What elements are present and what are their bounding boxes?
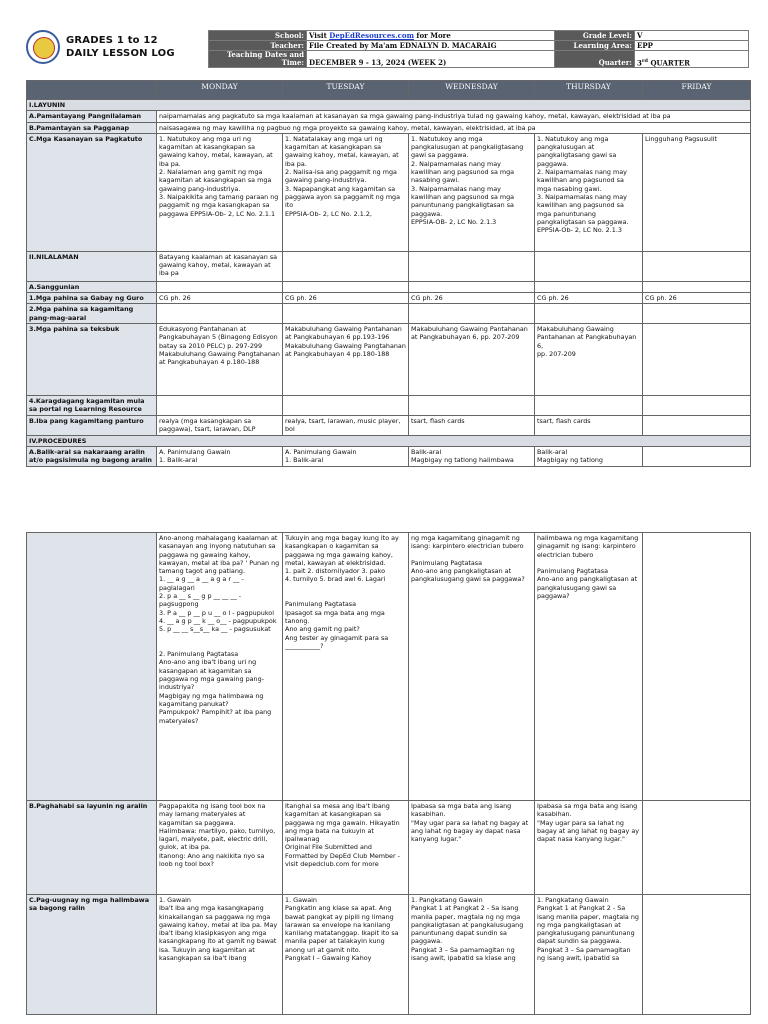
row-label-gabay-guro: 1.Mga pahina sa Gabay ng Guro — [27, 293, 157, 304]
balik-aral-cont-friday — [643, 533, 751, 801]
log-title — [66, 34, 175, 60]
gabay-friday: CG ph. 26 — [643, 293, 751, 304]
deped-seal-icon — [26, 30, 60, 64]
dates-label: Teaching Dates and Time: — [209, 51, 307, 68]
row-label-karagdagang-kagamitan: 4.Karagdagang kagamitan mula sa portal ng Learning Resource — [27, 396, 157, 416]
page-1 — [0, 0, 768, 470]
row-label-nilalaman: II.NILALAMAN — [27, 251, 157, 281]
gabay-wednesday: CG ph. 26 — [409, 293, 535, 304]
section-procedures: IV.PROCEDURES — [27, 435, 751, 446]
kagamitan-tuesday: realya, tsart, larawan, music player, bol — [283, 415, 409, 435]
gabay-thursday: CG ph. 26 — [535, 293, 643, 304]
balik-aral-friday — [643, 446, 751, 466]
kagamitan-monday: realya (mga kasangkapan sa paggawa), tsart, larawan, DLP — [157, 415, 283, 435]
kasanayan-monday: 1. Natutukoy ang mga uri ng kagamitan at kasangkapan sa gawaing kahoy, metal, kawayan, at iba pa. 2. Nalalaman ang gamit ng mga kagamitan at kasangkapan sa mga gawaing pang-industriya. 3. Naipakikita ang tamang paraan ng paggamit ng mga kasangkapan sa paggawa EPP5IA-Ob- 2, LC No. 2.1.1 — [157, 133, 283, 251]
kasanayan-friday: Lingguhang Pagsusulit — [643, 133, 751, 251]
day-friday: FRIDAY — [643, 81, 751, 100]
school-link[interactable]: DepEdResources.com — [329, 31, 414, 40]
balik-aral-wednesday: Balik-aral Magbigay ng tatlong halimbawa — [409, 446, 535, 466]
area-label: Learning Area: — [555, 41, 635, 51]
quarter-value: 3rd QUARTER — [635, 51, 749, 68]
dates-value: DECEMBER 9 - 13, 2024 (WEEK 2) — [307, 51, 555, 68]
paghahabi-wednesday: Ipabasa sa mga bata ang isang kasabihan. "May ugar para sa lahat ng bagay at ang lahat ng bagay ay dapat nasa kanyang lugar." — [409, 801, 535, 895]
row-label-iba-pang-kagamitan: B.Iba pang kagamitang panturo — [27, 415, 157, 435]
paghahabi-thursday: Ipabasa sa mga bata ang isang kasabihan. "May ugar para sa lahat ng bagay at ang lahat ng bagay ay dapat nasa kanyang lugar." — [535, 801, 643, 895]
page-2 — [0, 530, 768, 1024]
pag-uugnay-friday — [643, 895, 751, 1015]
teacher-value: File Created by Ma'am EDNALYN D. MACARAIG — [307, 41, 555, 51]
day-monday: MONDAY — [157, 81, 283, 100]
kagamitan-friday — [643, 415, 751, 435]
balik-aral-cont-monday: Ano-anong mahalagang kaalaman at kasanayan ang inyong natutuhan sa paggawa ng gawaing kahoy, kawayan, metal at iba pa? ' Punan ng tamang tagot ang patlang. 1. __ a g __ a __ a g a r __ - paglalagari 2. p a __ s __ g p __ __ __ - pagsugpong 3. P a __ p __ p u __ o l - pagpupukol 4. __ a g p __ k __ o__ - pagpupukpok 5. p __ __ s__s__ ka __ - pagsusukat 2. Panimulang Pagtatasa Ano-ano ang iba't ibang uri ng kasangapan at kagamitan sa paggawa ng mga gawaing pang-industriya? Magbigay ng mga halimbawa ng kagamitang panukat? Pampukpok? Pampihit? at iba pang materyales? — [157, 533, 283, 801]
teksbuk-thursday: Makabuluhang Gawaing Pantahanan at Pangkabuhayan 6, pp. 207-209 — [535, 324, 643, 396]
paghahabi-monday: Pagpapakita ng isang tool box na may lamang materyales at kagamitan sa paggawa. Halimbawa: martilyo, pako, turnilyo, lagari, malyete, pait, electric drill, gulok, at iba pa. Itanong: Ano ang nakikita nyo sa loob ng tool box? — [157, 801, 283, 895]
gabay-monday: CG ph. 26 — [157, 293, 283, 304]
nilalaman-monday: Batayang kaalaman at kasanayan sa gawaing kahoy, metal, kawayan at iba pa — [157, 251, 283, 281]
balik-aral-continued-label — [27, 533, 157, 801]
kagamitan-wednesday: tsart, flash cards — [409, 415, 535, 435]
info-table — [208, 30, 749, 68]
school-value: Visit DepEdResources.com for More — [307, 31, 555, 41]
pag-uugnay-tuesday: 1. Gawain Pangkatin ang klase sa apat. Ang bawat pangkat ay pipili ng limang larawan sa envelope na kanilang kanilang matatanggap. Ikapit ito sa manila paper at talakayin kung anong uri at gamit nito. Pangkat I – Gawaing Kahoy — [283, 895, 409, 1015]
kasanayan-thursday: 1. Natutukoy ang mga pangkalusugan at pangkaligtasang gawi sa paggawa. 2. Naipamamalas nang may kawilihan ang pagsunod sa mga nasabing gawi. 3. Naipamamalas nang may kawilihan ang pagsunod sa mga panuntunang pangkaligtasan sa paggawa. EPP5IA-Ob- 2, LC No. 2.1.3 — [535, 133, 643, 251]
kasanayan-wednesday: 1. Natutukoy ang mga pangkalusugan at pangkaligtasang gawi sa paggawa. 2. Naipamamalas nang may kawilihan ang pagsunod sa mga nasabing gawi. 3. Naipamamalas nang may kawilihan ang pagsunod sa mga panuntunang pangkaligtasan sa paggawa. EPP5IA-OB- 2, LC No. 2.1.3 — [409, 133, 535, 251]
gabay-tuesday: CG ph. 26 — [283, 293, 409, 304]
paghahabi-tuesday: Itanghal sa mesa ang iba't ibang kagamitan at kasangkapan sa paggawa ng mga gawain. Hikayatin ang mga bata na tukuyin at ipaliwanag Original File Submitted and Formatted by DepEd Club Member - visit depedclub.com for more — [283, 801, 409, 895]
teksbuk-tuesday: Makabuluhang Gawaing Pantahanan at Pangkabuhayan 6 pp.193-196 Makabuluhang Gawaing Pangtahanan at Pangkabuhayan 4 pp.180-188 — [283, 324, 409, 396]
day-wednesday: WEDNESDAY — [409, 81, 535, 100]
teksbuk-wednesday: Makabuluhang Gawaing Pantahanan at Pangkabuhayan 6, pp. 207-209 — [409, 324, 535, 396]
pag-uugnay-monday: 1. Gawain Iba't iba ang mga kasangkapang kinakailangan sa paggawa ng mga gawaing kahoy, metal at iba pa. May iba't ibang klasipkasyon ang mga kasangkapang ito at gamit ng bawat isa. Tukuyin ang kagamitan at kasangkapan sa iba't ibang — [157, 895, 283, 1015]
pag-uugnay-wednesday: 1. Pangkatang Gawain Pangkat 1 at Pangkat 2 - Sa isang manila paper, magtala ng ng mga pangkaligtasan at pangkalusugang panuntunang dapat sundin sa paggawa. Pangkat 3 – Sa pamamagitan ng isang awit, ipabatid sa klase ang — [409, 895, 535, 1015]
balik-aral-cont-wednesday: ng mga kagamitang ginagamit ng isang: karpintero electrician tubero Panimulang Pagtatasa Ano-ano ang pangkaligtasan at pangkalusugang gawi sa paggawa? — [409, 533, 535, 801]
row-label-pamantayan-pagganap: B.Pamantayan sa Pagganap — [27, 122, 157, 133]
kasanayan-tuesday: 1. Natatalakay ang mga uri ng kagamitan at kasangkapan sa gawaing kahoy, metal, kawayan, at iba pa. 2. Naiisa-isa ang paggamit ng mga gawaing pang-industriya. 3. Napapangkat ang kagamitan sa paggawa ayon sa paggamit ng mga ito EPP5IA-Ob- 2, LC No. 2.1.2, — [283, 133, 409, 251]
lesson-table-page-1 — [26, 80, 751, 467]
row-label-sanggunian: A.Sanggunian — [27, 281, 157, 292]
quarter-label: Quarter: — [555, 51, 635, 68]
balik-aral-thursday: Balik-aral Magbigay ng tatlong — [535, 446, 643, 466]
kagamitan-thursday: tsart, flash cards — [535, 415, 643, 435]
row-label-kasanayan: C.Mga Kasanayan sa Pagkatuto — [27, 133, 157, 251]
grade-value: V — [635, 31, 749, 41]
corner-cell — [27, 81, 157, 100]
lesson-table-page-2 — [26, 532, 751, 1015]
pagganap-text: naisasagawa ng may kawiliha ng pagbuo ng mga proyekto sa gawaing kahoy, metal, kawayan, elektrisidad, at iba pa — [157, 122, 751, 133]
balik-aral-cont-thursday: halimbawa ng mga kagamitang ginagamit ng isang: karpintero electrician tubero Panimulang Pagtatasa Ano-ano ang pangkaligtasan at pangkalusugang gawi sa paggawa? — [535, 533, 643, 801]
page-gap — [0, 470, 768, 530]
row-label-paghahabi: B.Paghahabi sa layunin ng aralin — [27, 801, 157, 895]
row-label-pag-uugnay: C.Pag-uugnay ng mga halimbawa sa bagong ralin — [27, 895, 157, 1015]
paghahabi-friday — [643, 801, 751, 895]
title-line-2: DAILY LESSON LOG — [66, 48, 175, 59]
grade-label: Grade Level: — [555, 31, 635, 41]
row-label-teksbuk: 3.Mga pahina sa teksbuk — [27, 324, 157, 396]
school-label: School: — [209, 31, 307, 41]
balik-aral-tuesday: A. Panimulang Gawain 1. Balik-aral — [283, 446, 409, 466]
section-layunin: I.LAYUNIN — [27, 100, 751, 111]
row-label-balik-aral: A.Balik-aral sa nakaraang aralin at/o pagsisimula ng bagong aralin — [27, 446, 157, 466]
balik-aral-cont-tuesday: Tukuyin ang mga bagay kung ito ay kasangkapan o kagamitan sa paggawa ng mga gawaing kahoy, metal, kawayan at elektrisidad. 1. pait 2. distornilyador 3. pako 4. turnilyo 5. brad awl 6. Lagari Panimulang Pagtatasa Ipasagot sa mga bata ang mga tanong. Ano ang gamit ng pait? Ang tester ay ginagamit para sa ___________? — [283, 533, 409, 801]
teksbuk-monday: Edukasyong Pantahanan at Pangkabuhayan 5 (Binagong Edisyon batay sa 2010 PELC) p. 297-299 Makabuluhang Gawaing Pangtahanan at Pangkabuhayan 4 p.180-188 — [157, 324, 283, 396]
title-line-1: GRADES 1 to 12 — [66, 35, 158, 46]
day-thursday: THURSDAY — [535, 81, 643, 100]
lesson-log-header — [26, 30, 750, 72]
pag-uugnay-thursday: 1. Pangkatang Gawain Pangkat 1 at Pangkat 2 - Sa isang manila paper, magtala ng ng mga pangkaligtasan at pangkalusugang panuntunang dapat sundin sa paggawa. Pangkat 3 – Sa pamamagitan ng isang awit, ipabatid sa — [535, 895, 643, 1015]
row-label-pamantayang-pangnilalaman: A.Pamantayang Pangnilalaman — [27, 111, 157, 122]
teksbuk-friday — [643, 324, 751, 396]
day-tuesday: TUESDAY — [283, 81, 409, 100]
balik-aral-monday: A. Panimulang Gawain 1. Balik-aral — [157, 446, 283, 466]
pangnilalaman-text: naipamamalas ang pagkatuto sa mga kaalaman at kasanayan sa mga gawaing pang-industriya tulad ng gawaing kahoy, metal, kawayan, elektrisidad at iba pa — [157, 111, 751, 122]
row-label-kagamitang-mag-aaral: 2.Mga pahina sa kagamitang pang-mag-aaral — [27, 304, 157, 324]
teacher-label: Teacher: — [209, 41, 307, 51]
area-value: EPP — [635, 41, 749, 51]
